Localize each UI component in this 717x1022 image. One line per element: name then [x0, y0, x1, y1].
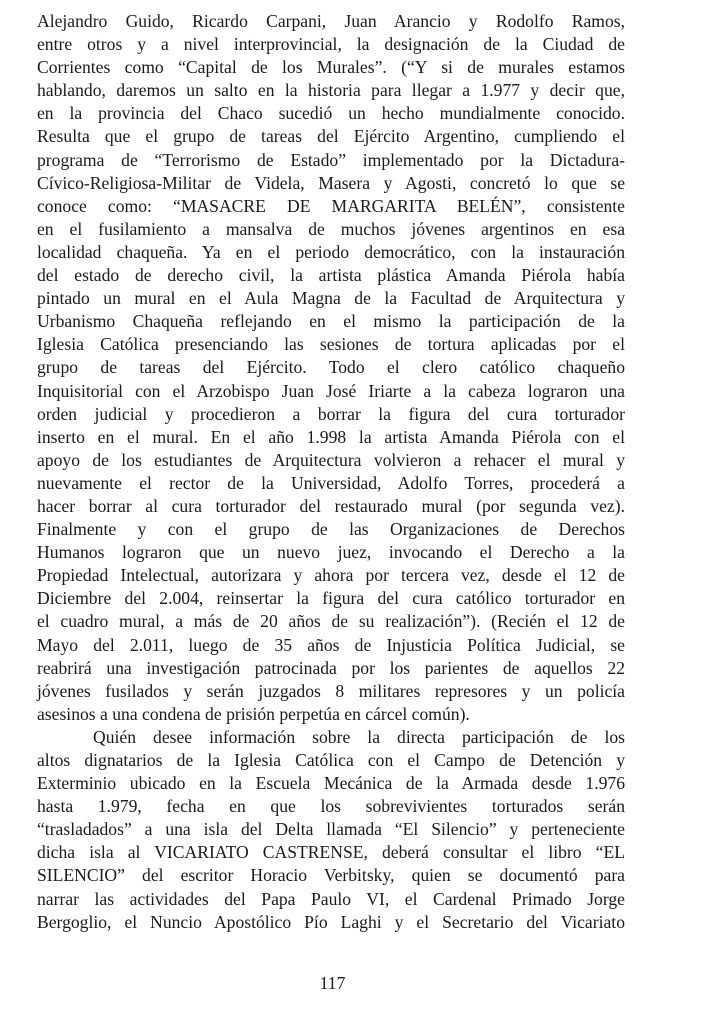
text-line: Exterminio ubicado en la Escuela Mecánica de la Armada desde 1.976	[37, 773, 625, 794]
text-line: inserto en el mural. En el año 1.998 la artista Amanda Piérola con el	[37, 426, 625, 447]
text-line: Bergoglio, el Nuncio Apostólico Pío Laghi y el Secretario del Vicariato	[37, 911, 625, 932]
text-line: apoyo de los estudiantes de Arquitectura volvieron a rehacer el mural y	[37, 449, 625, 470]
text-line: “trasladados” a una isla del Delta llamada “El Silencio” y perteneciente	[37, 819, 625, 840]
text-line: Humanos lograron que un nuevo juez, invocando el Derecho a la	[37, 542, 625, 563]
text-line: Cívico-Religiosa-Militar de Videla, Masera y Agosti, concretó lo que se	[37, 172, 625, 193]
text-line: Inquisitorial con el Arzobispo Juan José Iriarte a la cabeza lograron una	[37, 380, 625, 401]
paragraph-2	[37, 726, 625, 934]
text-line: Resulta que el grupo de tareas del Ejército Argentino, cumpliendo el	[37, 126, 625, 147]
text-line: jóvenes fusilados y serán juzgados 8 militares represores y un policía	[37, 680, 625, 701]
text-line: Quién desee información sobre la directa participación de los	[93, 726, 625, 747]
text-line: reabrirá una investigación patrocinada por los parientes de aquellos 22	[37, 657, 625, 678]
text-line: conoce como: “MASACRE DE MARGARITA BELÉN”, consistente	[37, 195, 625, 216]
paragraph-1	[37, 10, 625, 726]
text-line: SILENCIO” del escritor Horacio Verbitsky, quien se documentó para	[37, 865, 625, 886]
page-number-text: 117	[319, 973, 346, 993]
text-line: Diciembre del 2.004, reinsertar la figura del cura católico torturador en	[37, 588, 625, 609]
text-line: Corrientes como “Capital de los Murales”. (“Y si de murales estamos	[37, 57, 625, 78]
text-line: localidad chaqueña. Ya en el periodo democrático, con la instauración	[37, 241, 625, 262]
text-line: programa de “Terrorismo de Estado” implementado por la Dictadura-	[37, 149, 625, 170]
text-line: orden judicial y procedieron a borrar la figura del cura torturador	[37, 403, 625, 424]
text-line: hablando, daremos un salto en la historia para llegar a 1.977 y decir que,	[37, 80, 625, 101]
text-line: narrar las actividades del Papa Paulo VI, el Cardenal Primado Jorge	[37, 888, 625, 909]
text-line: dicha isla al VICARIATO CASTRENSE, deberá consultar el libro “EL	[37, 842, 625, 863]
text-line: nuevamente el rector de la Universidad, Adolfo Torres, procederá a	[37, 472, 625, 493]
text-line: grupo de tareas del Ejército. Todo el clero católico chaqueño	[37, 357, 625, 378]
text-line: asesinos a una condena de prisión perpetúa en cárcel común).	[37, 703, 470, 724]
text-line: pintado un mural en el Aula Magna de la Facultad de Arquitectura y	[37, 288, 625, 309]
text-line: entre otros y a nivel interprovincial, la designación de la Ciudad de	[37, 34, 625, 55]
text-line: hasta 1.979, fecha en que los sobrevivientes torturados serán	[37, 796, 625, 817]
text-line: Propiedad Intelectual, autorizara y ahora por tercera vez, desde el 12 de	[37, 565, 625, 586]
body-text	[37, 10, 625, 934]
text-line: del estado de derecho civil, la artista plástica Amanda Piérola había	[37, 265, 625, 286]
text-line: Iglesia Católica presenciando las sesiones de tortura aplicadas por el	[37, 334, 625, 355]
text-line: Mayo del 2.011, luego de 35 años de Injusticia Política Judicial, se	[37, 634, 625, 655]
page-number	[0, 972, 717, 995]
text-line: el cuadro mural, a más de 20 años de su realización”). (Recién el 12 de	[37, 611, 625, 632]
text-line: en la provincia del Chaco sucedió un hecho mundialmente conocido.	[37, 103, 625, 124]
text-line: altos dignatarios de la Iglesia Católica con el Campo de Detención y	[37, 750, 625, 770]
text-line: Urbanismo Chaqueña reflejando en el mismo la participación de la	[37, 311, 625, 332]
text-line: Alejandro Guido, Ricardo Carpani, Juan Arancio y Rodolfo Ramos,	[37, 11, 625, 31]
text-line: hacer borrar al cura torturador del restaurado mural (por segunda vez).	[37, 495, 625, 516]
text-line: Finalmente y con el grupo de las Organizaciones de Derechos	[37, 519, 625, 540]
text-line: en el fusilamiento a mansalva de muchos jóvenes argentinos en esa	[37, 218, 625, 239]
